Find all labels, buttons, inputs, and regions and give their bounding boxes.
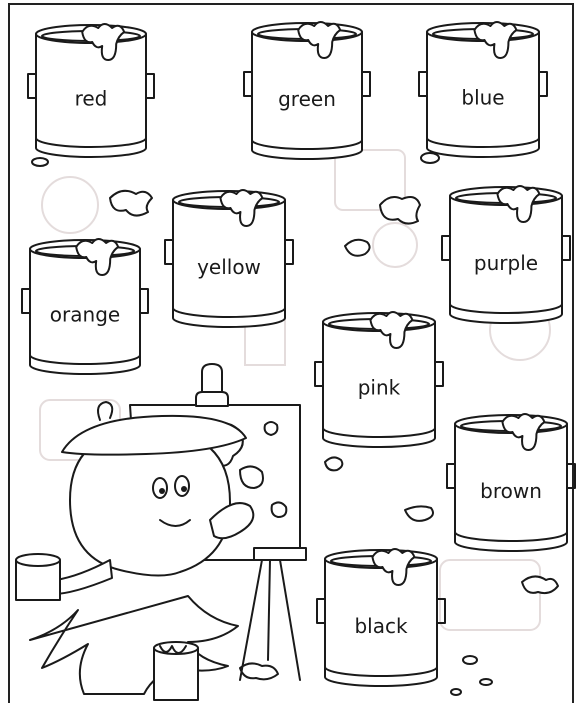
paint-can-yellow [165,190,293,327]
can-label-red: red [74,86,108,111]
paint-can-blue [419,22,547,157]
can-label-orange: orange [49,302,121,327]
can-label-pink: pink [357,375,401,400]
paint-can-green [244,22,370,159]
paint-can-orange [22,239,148,374]
paint-can-pink [315,312,443,447]
can-label-blue: blue [461,85,505,110]
paint-can-black [317,549,445,686]
can-label-purple: purple [473,250,539,275]
can-label-yellow: yellow [197,254,261,279]
paint-can-red [28,24,154,157]
paint-can-purple [442,186,570,323]
paint-can-brown [447,414,575,551]
can-label-black: black [354,613,408,638]
can-label-green: green [278,86,336,111]
can-label-brown: brown [480,478,542,503]
